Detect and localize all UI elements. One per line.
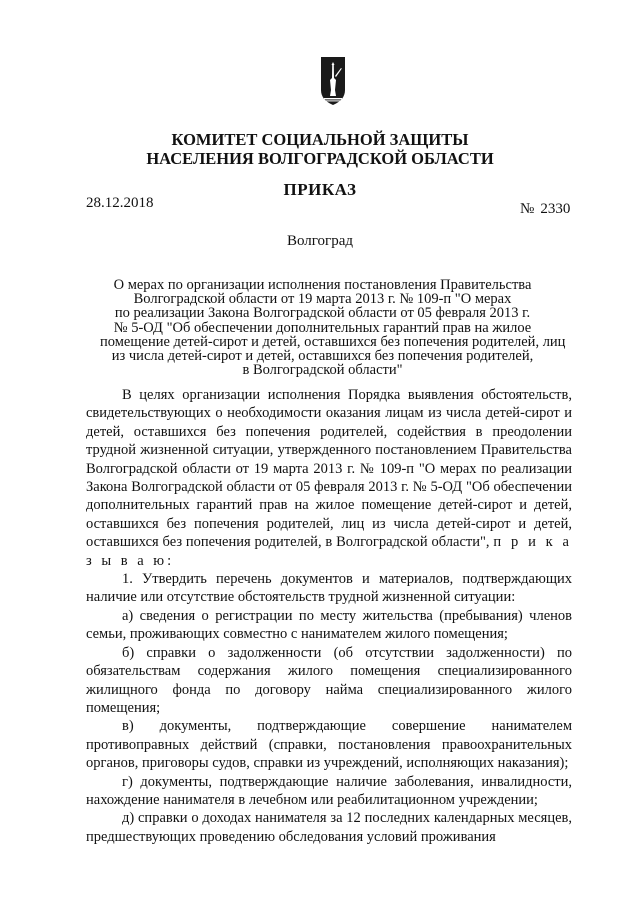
subject-line: из числа детей-сирот и детей, оставшихся без попечения родителей, [111,348,534,365]
order-date: 28.12.2018 [86,195,154,211]
volgograd-coat-of-arms-icon [320,56,346,106]
intro-text: В целях организации исполнения Порядка выявления обстоятельств, свидетельствующих о необходимости оказания лицам из числа детей-сирот и детей, оставшихся без попечения родителей, содействия в преодолении трудной жизненной ситуации, утвержденного постановлением Правительства Волгоградской области от 19 марта 2013 г. № 109-п "О мерах по реализации Закона Волгоградской области от 05 февраля 2013 г. № 5-ОД "Об обеспечении дополнительных гарантий прав на жилое помещение детей-сирот и детей, оставшихся без попечения родителей, лиц из числа детей-сирот и детей, оставшихся без попечения родителей, в Волгоградской области", [86,387,572,551]
intro-paragraph [86,386,572,570]
item-g: г) документы, подтверждающие наличие заболевания, инвалидности, нахождение нанимателя в лечебном или реабилитационном учреждении; [86,773,572,808]
subject-line: помещение детей-сирот и детей, оставшихся без попечения родителей, лиц [100,333,566,350]
item-d: д) справки о доходах нанимателя за 12 последних календарных месяцев, предшествующих проведению обследования условий проживания [86,810,572,845]
prikazyvayu-word: п р и к а з ы в а ю: [86,534,572,569]
item-b: б) справки о задолженности (об отсутствии задолженности) по обязательствам содержания жилого помещения специализированного жилищного фонда по договору найма специализированного жилого помещения; [86,644,572,716]
item-1: 1. Утвердить перечень документов и материалов, подтверждающих наличие или отсутствие обстоятельств трудной жизненной ситуации: [86,571,572,606]
item-v: в) документы, подтверждающие совершение нанимателем противоправных действий (справки, постановления правоохранительных органов, приговоры судов, справки из учреждений, исполняющих наказания); [86,718,572,772]
subject-line: Волгоградской области от 19 марта 2013 г. № 109-п "О мерах [133,291,512,308]
number-sign: № [520,201,535,217]
city-name: Волгоград [286,233,353,249]
committee-name [0,130,640,168]
subject-line: № 5-ОД "Об обеспечении дополнительных гарантий прав на жилое [113,319,532,336]
order-subject [100,277,566,379]
subject-line: по реализации Закона Волгоградской области от 05 февраля 2013 г. [114,305,531,322]
order-body [86,386,572,846]
order-title: ПРИКАЗ [283,180,357,199]
item-a: а) сведения о регистрации по месту жительства (пребывания) членов семьи, проживающих совместно с нанимателем жилого помещения; [86,607,572,643]
number-value: 2330 [540,201,571,217]
committee-line-2: НАСЕЛЕНИЯ ВОЛГОГРАДСКОЙ ОБЛАСТИ [146,149,494,168]
order-number [520,201,570,218]
subject-line: в Волгоградской области" [242,362,403,379]
committee-line-1: КОМИТЕТ СОЦИАЛЬНОЙ ЗАЩИТЫ [171,130,469,149]
subject-line: О мерах по организации исполнения постановления Правительства [113,277,532,293]
